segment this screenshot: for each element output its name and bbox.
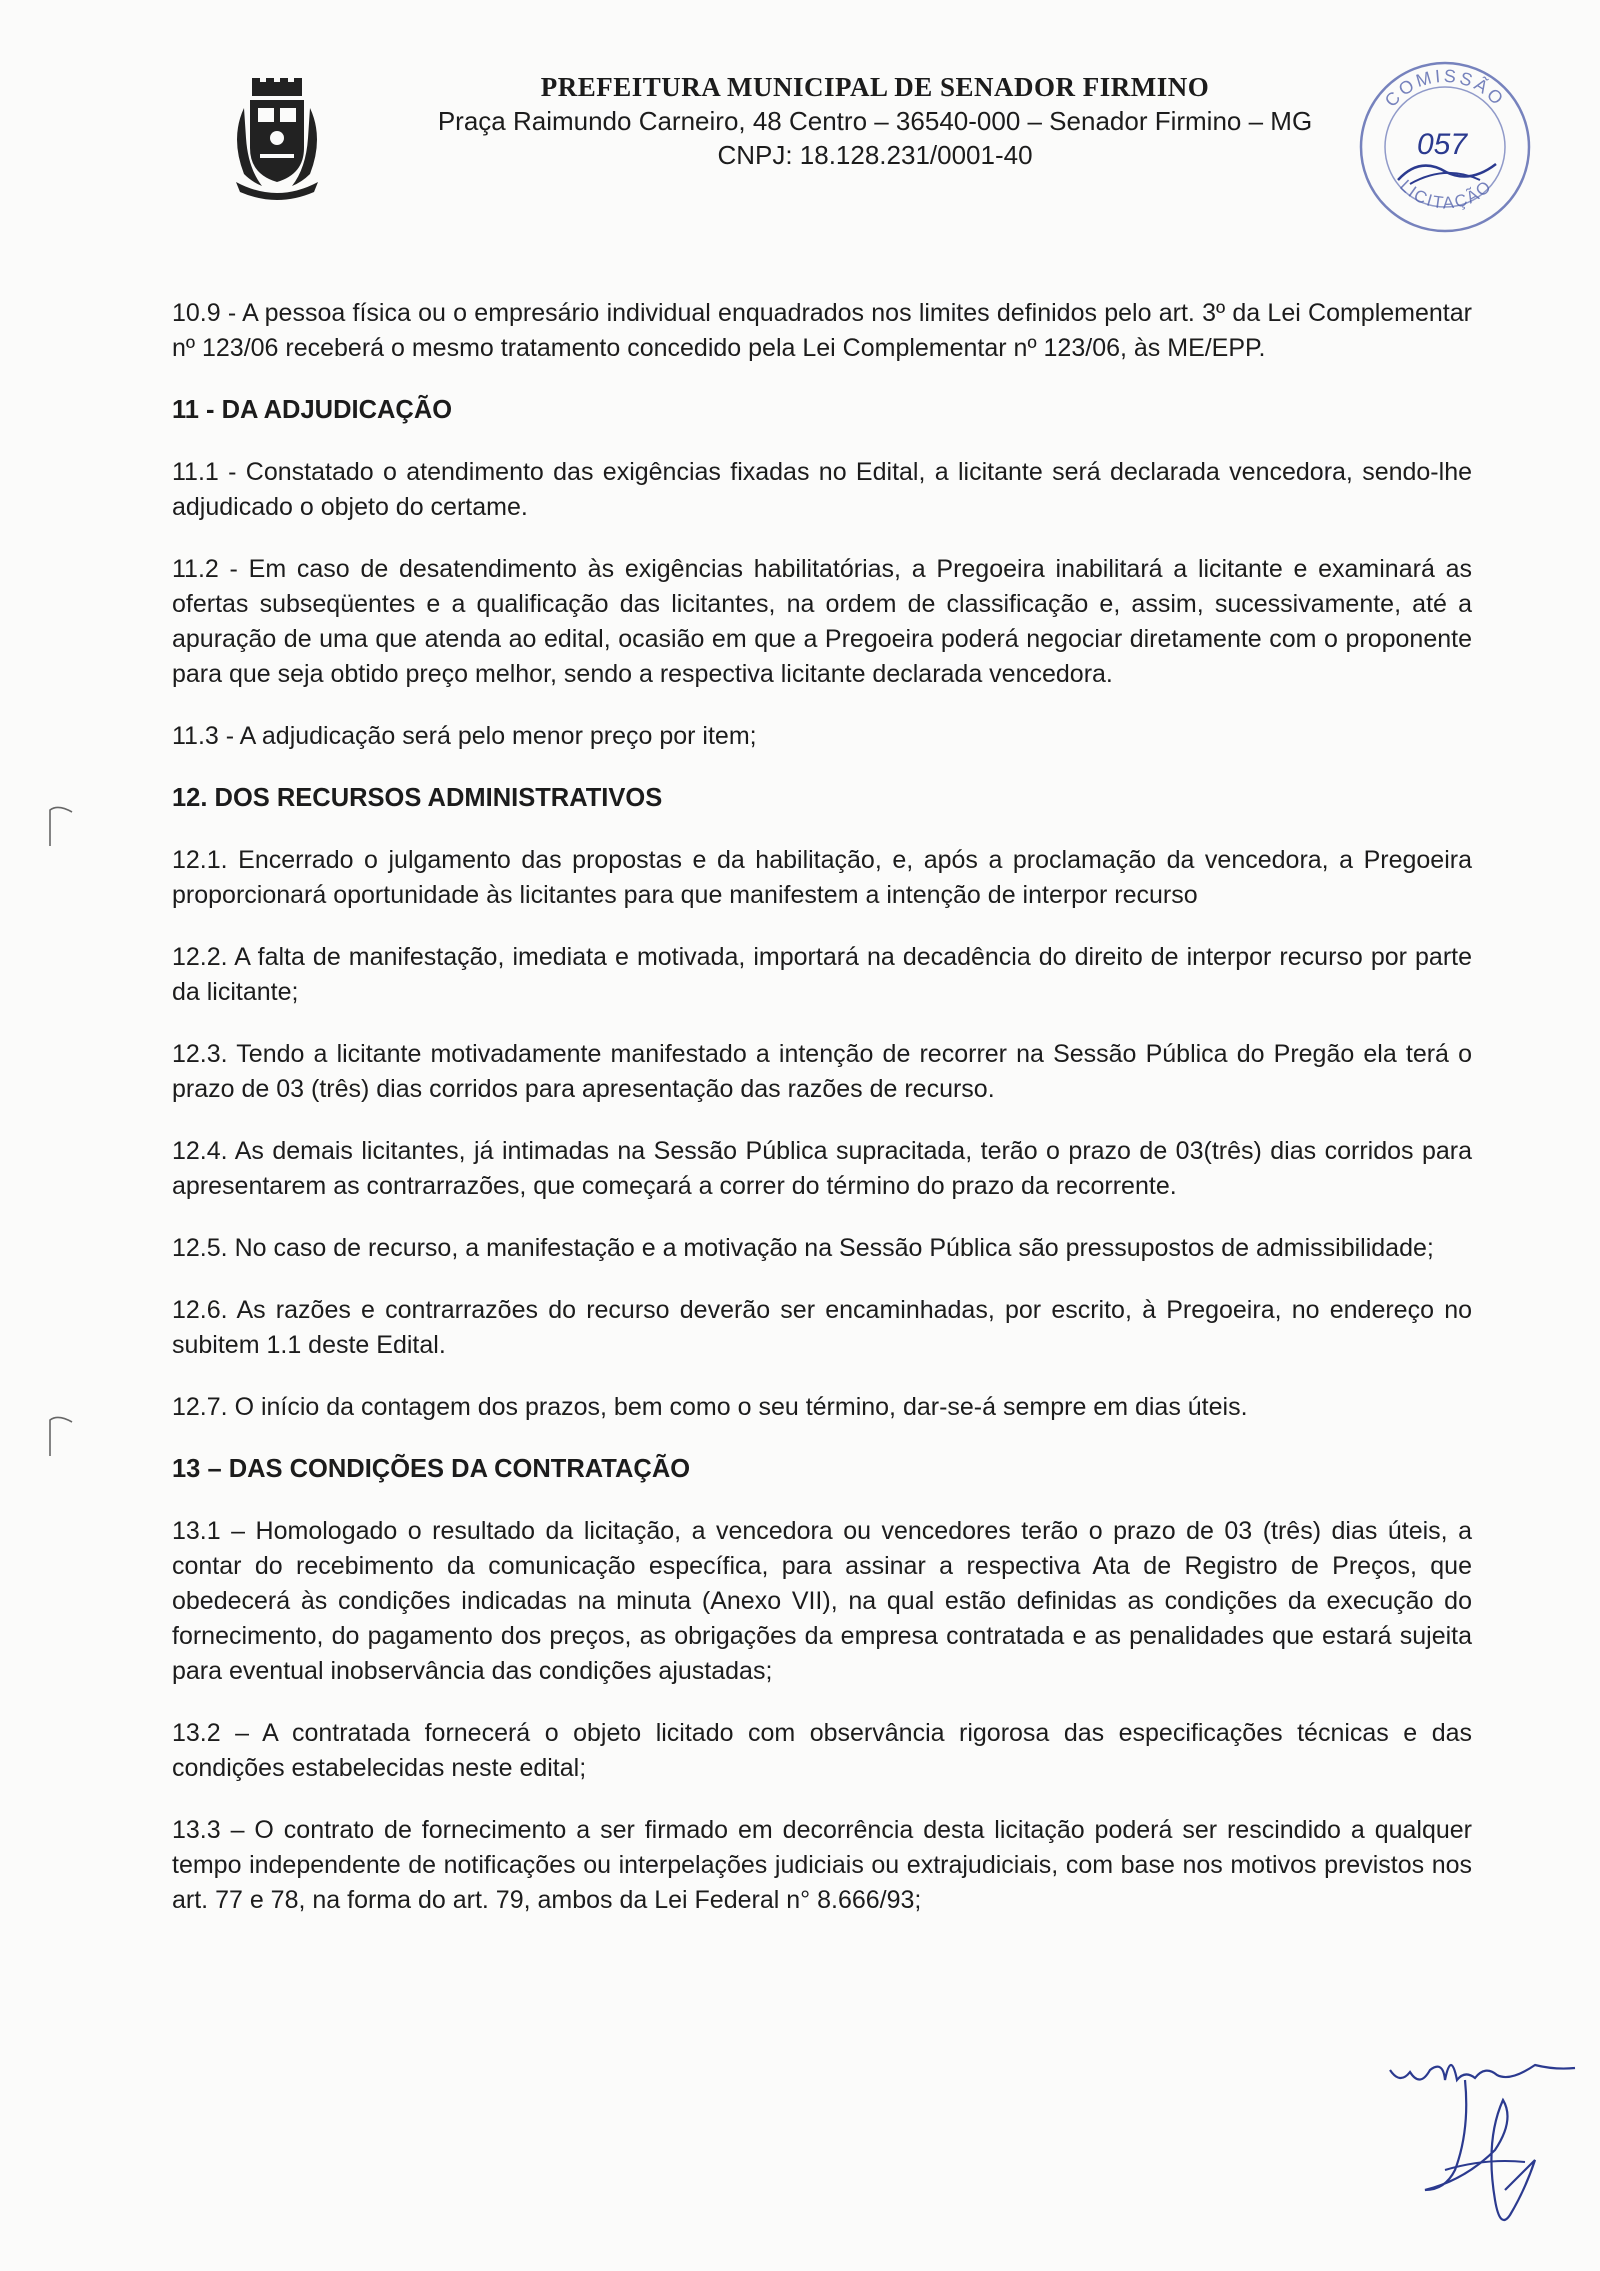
section-heading: 13 – DAS CONDIÇÕES DA CONTRATAÇÃO xyxy=(172,1455,691,1483)
clause-paragraph xyxy=(172,1813,1472,1918)
clause-text: Constatado o atendimento das exigências fixadas no Edital, a licitante será declarada vencedora, sendo-lhe adjudicado o objeto do certame. xyxy=(172,458,1472,521)
clause-paragraph xyxy=(172,1037,1472,1107)
clause-text: No caso de recurso, a manifestação e a motivação na Sessão Pública são pressupostos de admissibilidade; xyxy=(234,1234,1434,1262)
section-heading: 11 - DA ADJUDICAÇÃO xyxy=(172,396,453,424)
clause-paragraph xyxy=(172,843,1472,913)
cnpj-line: CNPJ: 18.128.231/0001-40 xyxy=(717,140,1033,170)
letterhead xyxy=(375,70,1375,172)
clause-paragraph xyxy=(172,1514,1472,1689)
clause-text: Tendo a licitante motivadamente manifestado a intenção de recorrer na Sessão Pública do Pregão ela terá o prazo de 03 (três) dias corridos para apresentação das razões de recurso. xyxy=(172,1040,1472,1103)
margin-mark xyxy=(42,800,82,850)
clause-text: Em caso de desatendimento às exigências habilitatórias, a Pregoeira inabilitará a licitante e examinará as ofertas subseqüentes e a qualificação das licitantes, na ordem de classificação e, assim, sucessivamente, até a apuração de uma que atenda ao edital, ocasião em que a Pregoeira poderá negociar diretamente com o proponente para que seja obtido preço melhor, sendo a respectiva licitante declarada vencedora. xyxy=(172,555,1472,688)
address-line: Praça Raimundo Carneiro, 48 Centro – 36540-000 – Senador Firmino – MG xyxy=(437,106,1313,136)
clause-number: 11.1 - xyxy=(172,458,246,486)
clause-paragraph xyxy=(172,552,1472,692)
clause-paragraph xyxy=(172,1134,1472,1204)
clause-text: Encerrado o julgamento das propostas e da habilitação, e, após a proclamação da vencedora, a Pregoeira proporcionará oportunidade às licitantes para que manifestem a intenção de interpor recurso xyxy=(172,846,1472,909)
clause-paragraph xyxy=(172,1293,1472,1363)
clause-number: 12.4. xyxy=(172,1137,235,1165)
stamp-page-number: 057 xyxy=(1416,128,1468,161)
clause-paragraph xyxy=(172,1231,1472,1266)
clause-number: 12.7. xyxy=(172,1393,235,1421)
clause-paragraph xyxy=(172,296,1472,366)
clause-number: 12.2. xyxy=(172,943,235,971)
clause-text: O contrato de fornecimento a ser firmado em decorrência desta licitação poderá ser rescindido a qualquer tempo independente de notificações ou interpelações judiciais ou extrajudiciais, com base nos motivos previstos nos art. 77 e 78, na forma do art. 79, ambos da Lei Federal n° 8.666/93; xyxy=(172,1816,1472,1914)
stamp-bottom-text: LICITAÇÃO xyxy=(1396,176,1497,213)
document-body xyxy=(172,296,1472,1945)
section-heading: 12. DOS RECURSOS ADMINISTRATIVOS xyxy=(172,784,663,812)
clause-paragraph xyxy=(172,719,1472,754)
svg-text:LICITAÇÃO xyxy=(1396,176,1496,213)
clause-text: A adjudicação será pelo menor preço por item; xyxy=(239,722,757,750)
clause-text: Homologado o resultado da licitação, a vencedora ou vencedores terão o prazo de 03 (três) dias úteis, a contar do recebimento da comunicação específica, para assinar a respectiva Ata de Registro de Preços, que obedecerá às condições indicadas na minuta (Anexo VII), na qual estão definidas as condições da execução do fornecimento, do pagamento dos preços, as obrigações da empresa contratada e as penalidades que estará sujeita para eventual inobservância das condições ajustadas; xyxy=(172,1517,1473,1685)
clause-text: O início da contagem dos prazos, bem como o seu término, dar-se-á sempre em dias úteis. xyxy=(234,1393,1248,1421)
clause-paragraph xyxy=(172,940,1472,1010)
clause-number: 12.1. xyxy=(172,846,239,874)
municipality-title: PREFEITURA MUNICIPAL DE SENADOR FIRMINO xyxy=(540,72,1210,102)
clause-number: 11.3 - xyxy=(172,722,240,750)
clause-number: 12.3. xyxy=(172,1040,237,1068)
clause-paragraph xyxy=(172,1390,1472,1425)
clause-number: 12.6. xyxy=(172,1296,237,1324)
clause-number: 13.2 – xyxy=(172,1719,263,1747)
clause-text: As razões e contrarrazões do recurso deverão ser encaminhadas, por escrito, à Pregoeira, no endereço no subitem 1.1 deste Edital. xyxy=(172,1296,1472,1359)
stamp-top-text: COMISSÃO xyxy=(1380,65,1510,111)
clause-text: A contratada fornecerá o objeto licitado com observância rigorosa das especificações técnicas e das condições estabelecidas neste edital; xyxy=(172,1719,1472,1782)
coat-of-arms-icon xyxy=(222,78,332,204)
clause-text: A falta de manifestação, imediata e motivada, importará na decadência do direito de interpor recurso por parte da licitante; xyxy=(172,943,1472,1006)
clause-paragraph xyxy=(172,455,1472,525)
clause-text: A pessoa física ou o empresário individual enquadrados nos limites definidos pelo art. 3º da Lei Complementar nº 123/06 receberá o mesmo tratamento concedido pela Lei Complementar nº 123/06, às ME/EPP. xyxy=(172,299,1472,362)
clause-number: 10.9 - xyxy=(172,299,243,327)
clause-number: 11.2 - xyxy=(172,555,249,583)
clause-text: As demais licitantes, já intimadas na Sessão Pública supracitada, terão o prazo de 03(três) dias corridos para apresentarem as contrarrazões, que começará a correr do término do prazo da recorrente. xyxy=(172,1137,1473,1200)
clause-number: 13.3 – xyxy=(172,1816,255,1844)
clause-paragraph xyxy=(172,1716,1472,1786)
margin-mark xyxy=(42,1410,82,1460)
commission-stamp xyxy=(1350,52,1540,242)
clause-number: 13.1 – xyxy=(172,1517,256,1545)
handwritten-signature xyxy=(1385,2040,1585,2240)
stamp-scribble-2 xyxy=(1410,173,1480,184)
svg-text:COMISSÃO xyxy=(1381,66,1509,111)
clause-number: 12.5. xyxy=(172,1234,235,1262)
